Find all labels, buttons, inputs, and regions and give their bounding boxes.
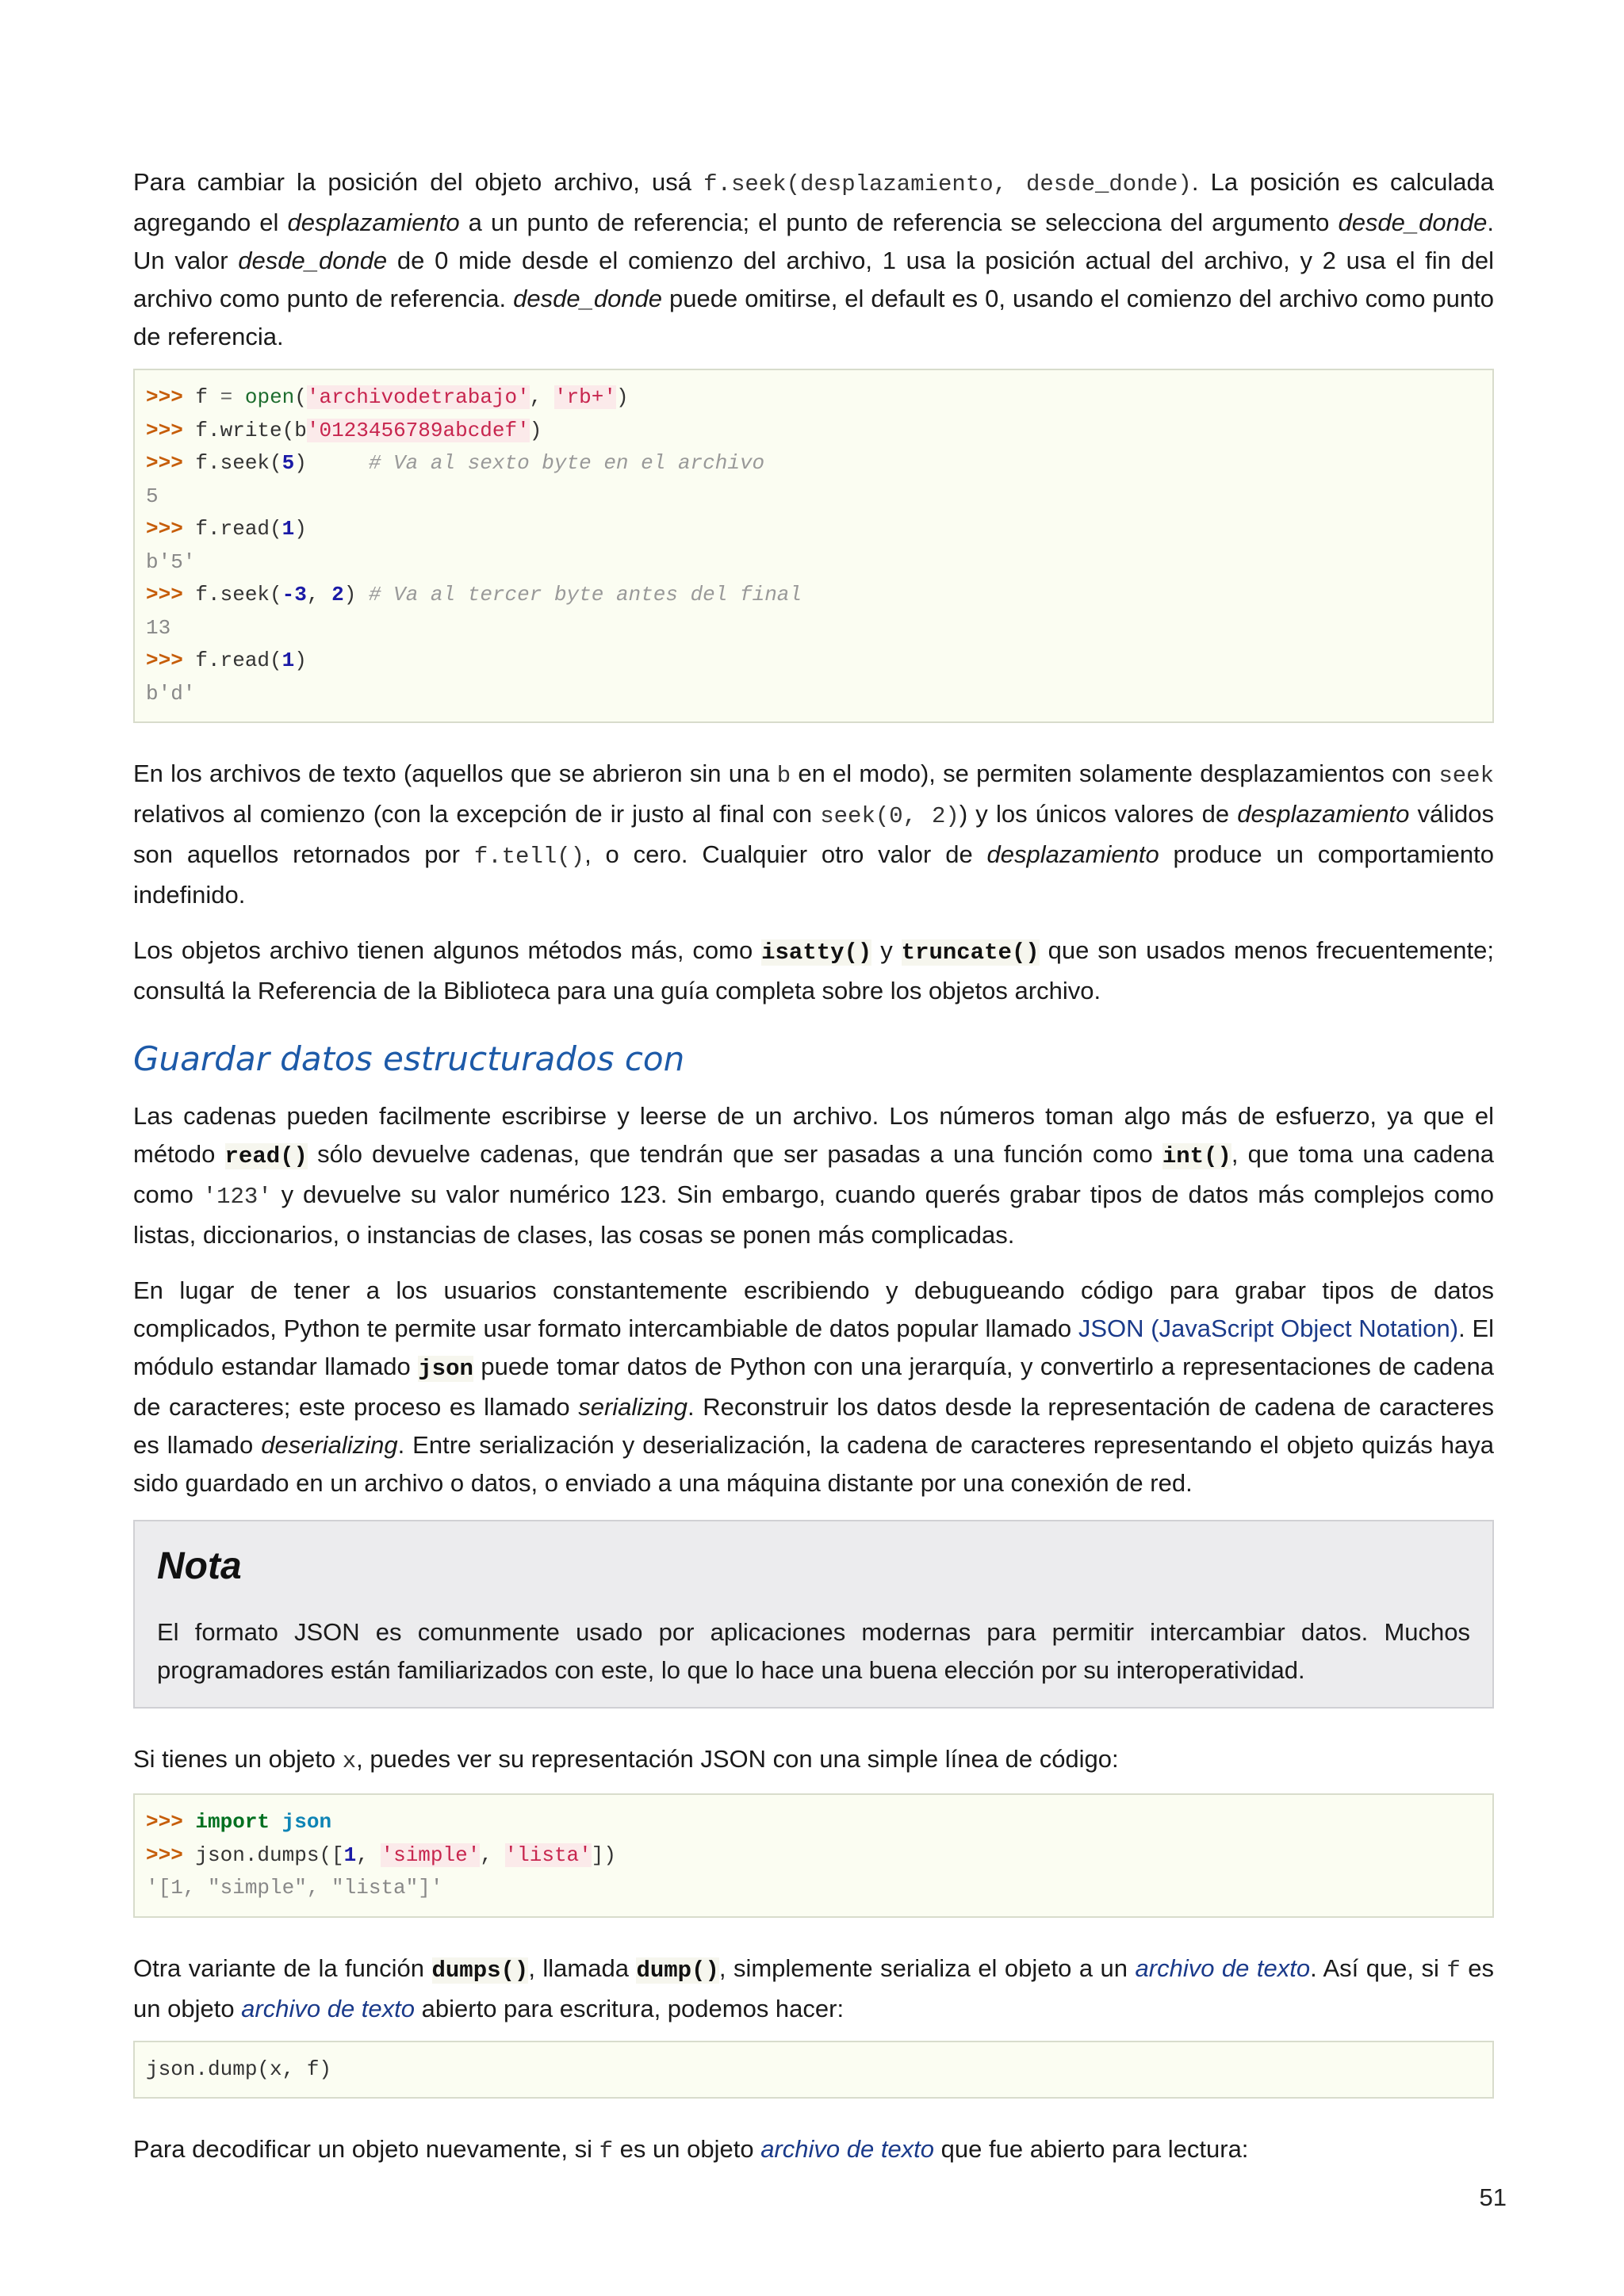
paragraph-other-methods: Los objetos archivo tienen algunos métodos más, como isatty() y truncate() que son usados menos frecuentemente; consultá la Referencia de la Biblioteca para una guía completa sobre los objetos archivo. bbox=[133, 936, 1494, 1004]
code-line: >>> json.dumps([1, 'simple', 'lista']) bbox=[146, 1843, 616, 1867]
text-file-link[interactable]: archivo de texto bbox=[1135, 1954, 1311, 1982]
code-output: 5 bbox=[146, 484, 159, 508]
inline-code: '123' bbox=[202, 1184, 272, 1210]
code-output: '[1, "simple", "lista"]' bbox=[146, 1876, 443, 1900]
page-content bbox=[133, 163, 1494, 2188]
paragraph-dump: Otra variante de la función dumps(), llamada dump(), simplemente serializa el objeto a un archivo de texto. Así que, si f es un objeto archivo de texto abierto para escritura, podemos hacer: bbox=[133, 1954, 1494, 2022]
inline-code: f bbox=[1446, 1957, 1461, 1984]
code-line: >>> f.seek(-3, 2) # Va al tercer byte antes del final bbox=[146, 583, 802, 607]
paragraph-text-files: En los archivos de texto (aquellos que se abrieron sin una b en el modo), se permiten solamente desplazamientos con seek relativos al comienzo (con la excepción de ir justo al final con seek(0, 2)) y los únicos valores de desplazamiento válidos son aquellos retornados por f.tell(), o cero. Cualquier otro valor de desplazamiento produce un comportamiento indefinido. bbox=[133, 760, 1495, 909]
code-line: json.dump(x, f) bbox=[146, 2057, 332, 2081]
code-line: >>> f.read(1) bbox=[146, 649, 307, 672]
code-line: >>> import json bbox=[146, 1810, 332, 1834]
note-title: Nota bbox=[157, 1545, 242, 1587]
code-line: >>> f.read(1) bbox=[146, 517, 307, 541]
json-link[interactable]: JSON (JavaScript Object Notation) bbox=[1078, 1314, 1459, 1342]
paragraph-decode: Para decodificar un objeto nuevamente, si f es un objeto archivo de texto que fue abierto para lectura: bbox=[133, 2135, 1249, 2164]
code-block-dumps bbox=[133, 1793, 1494, 1918]
inline-code: isatty() bbox=[761, 939, 872, 966]
paragraph-json-repr: Si tienes un objeto x, puedes ver su representación JSON con una simple línea de código: bbox=[133, 1745, 1119, 1774]
paragraph-seek: Para cambiar la posición del objeto archivo, usá f.seek(desplazamiento, desde_donde). La posición es calculada agregando el desplazamiento a un punto de referencia; el punto de referencia se selecciona del argumento desde_donde. Un valor desde_donde de 0 mide desde el comienzo del archivo, 1 usa la posición actual del archivo, y 2 usa el fin del archivo como punto de referencia. desde_donde puede omitirse, el default es 0, usando el comienzo del archivo como punto de referencia. bbox=[133, 168, 1494, 350]
code-output: b'5' bbox=[146, 549, 196, 574]
code-output: 13 bbox=[146, 615, 171, 640]
inline-code: json bbox=[418, 1356, 473, 1382]
inline-code: dumps() bbox=[431, 1957, 529, 1984]
inline-code: x bbox=[342, 1748, 357, 1774]
code-line: >>> f.seek(5) # Va al sexto byte en el archivo bbox=[146, 451, 765, 475]
paragraph-json: En lugar de tener a los usuarios constantemente escribiendo y debugueando código para grabar tipos de datos complicados, Python te permite usar formato intercambiable de datos popular llamado JSON (JavaScript Object Notation). El módulo estandar llamado json puede tomar datos de Python con una jerarquía, y convertirlo a representaciones de cadena de caracteres; este proceso es llamado serializing. Reconstruir los datos desde la representación de cadena de caracteres es llamado deserializing. Entre serialización y deserialización, la cadena de caracteres representando el objeto quizás haya sido guardado en un archivo o datos, o enviado a una máquina distante por una conexión de red. bbox=[133, 1276, 1495, 1497]
text-file-link[interactable]: archivo de texto bbox=[760, 2135, 935, 2163]
page-number: 51 bbox=[1479, 2183, 1507, 2211]
text-file-link[interactable]: archivo de texto bbox=[241, 1994, 416, 2022]
paragraph-strings: Las cadenas pueden facilmente escribirse y leerse de un archivo. Los números toman algo más de esfuerzo, ya que el método read() sólo devuelve cadenas, que tendrán que ser pasadas a una función como int(), que toma una cadena como '123' y devuelve su valor numérico 123. Sin embargo, cuando querés grabar tipos de datos más complejos como listas, diccionarios, o instancias de clases, las cosas se ponen más complicadas. bbox=[133, 1102, 1495, 1249]
inline-code: seek(0, 2) bbox=[820, 803, 959, 829]
code-line: >>> f = open('archivodetrabajo', 'rb+') bbox=[146, 385, 629, 409]
inline-code: dump() bbox=[636, 1957, 719, 1984]
inline-code: read() bbox=[224, 1143, 308, 1169]
inline-code: f bbox=[599, 2138, 614, 2164]
inline-code: b bbox=[776, 763, 791, 789]
section-heading: Guardar datos estructurados con bbox=[133, 1039, 685, 1078]
inline-code: f.tell() bbox=[473, 844, 585, 870]
note-box bbox=[133, 1520, 1494, 1709]
note-text: El formato JSON es comunmente usado por aplicaciones modernas para permitir intercambiar datos. Muchos programadores están familiarizados con este, lo que lo hace una buena elección por su interoperatividad. bbox=[157, 1618, 1470, 1684]
inline-code: f.seek(desplazamiento, desde_donde) bbox=[703, 171, 1192, 197]
code-line: >>> f.write(b'0123456789abcdef') bbox=[146, 418, 542, 442]
code-block-dump bbox=[133, 2041, 1494, 2099]
inline-code: seek bbox=[1438, 763, 1494, 789]
code-block-seek bbox=[133, 369, 1494, 723]
code-output: b'd' bbox=[146, 681, 196, 706]
inline-code: int() bbox=[1162, 1143, 1231, 1169]
inline-code: truncate() bbox=[901, 939, 1040, 966]
